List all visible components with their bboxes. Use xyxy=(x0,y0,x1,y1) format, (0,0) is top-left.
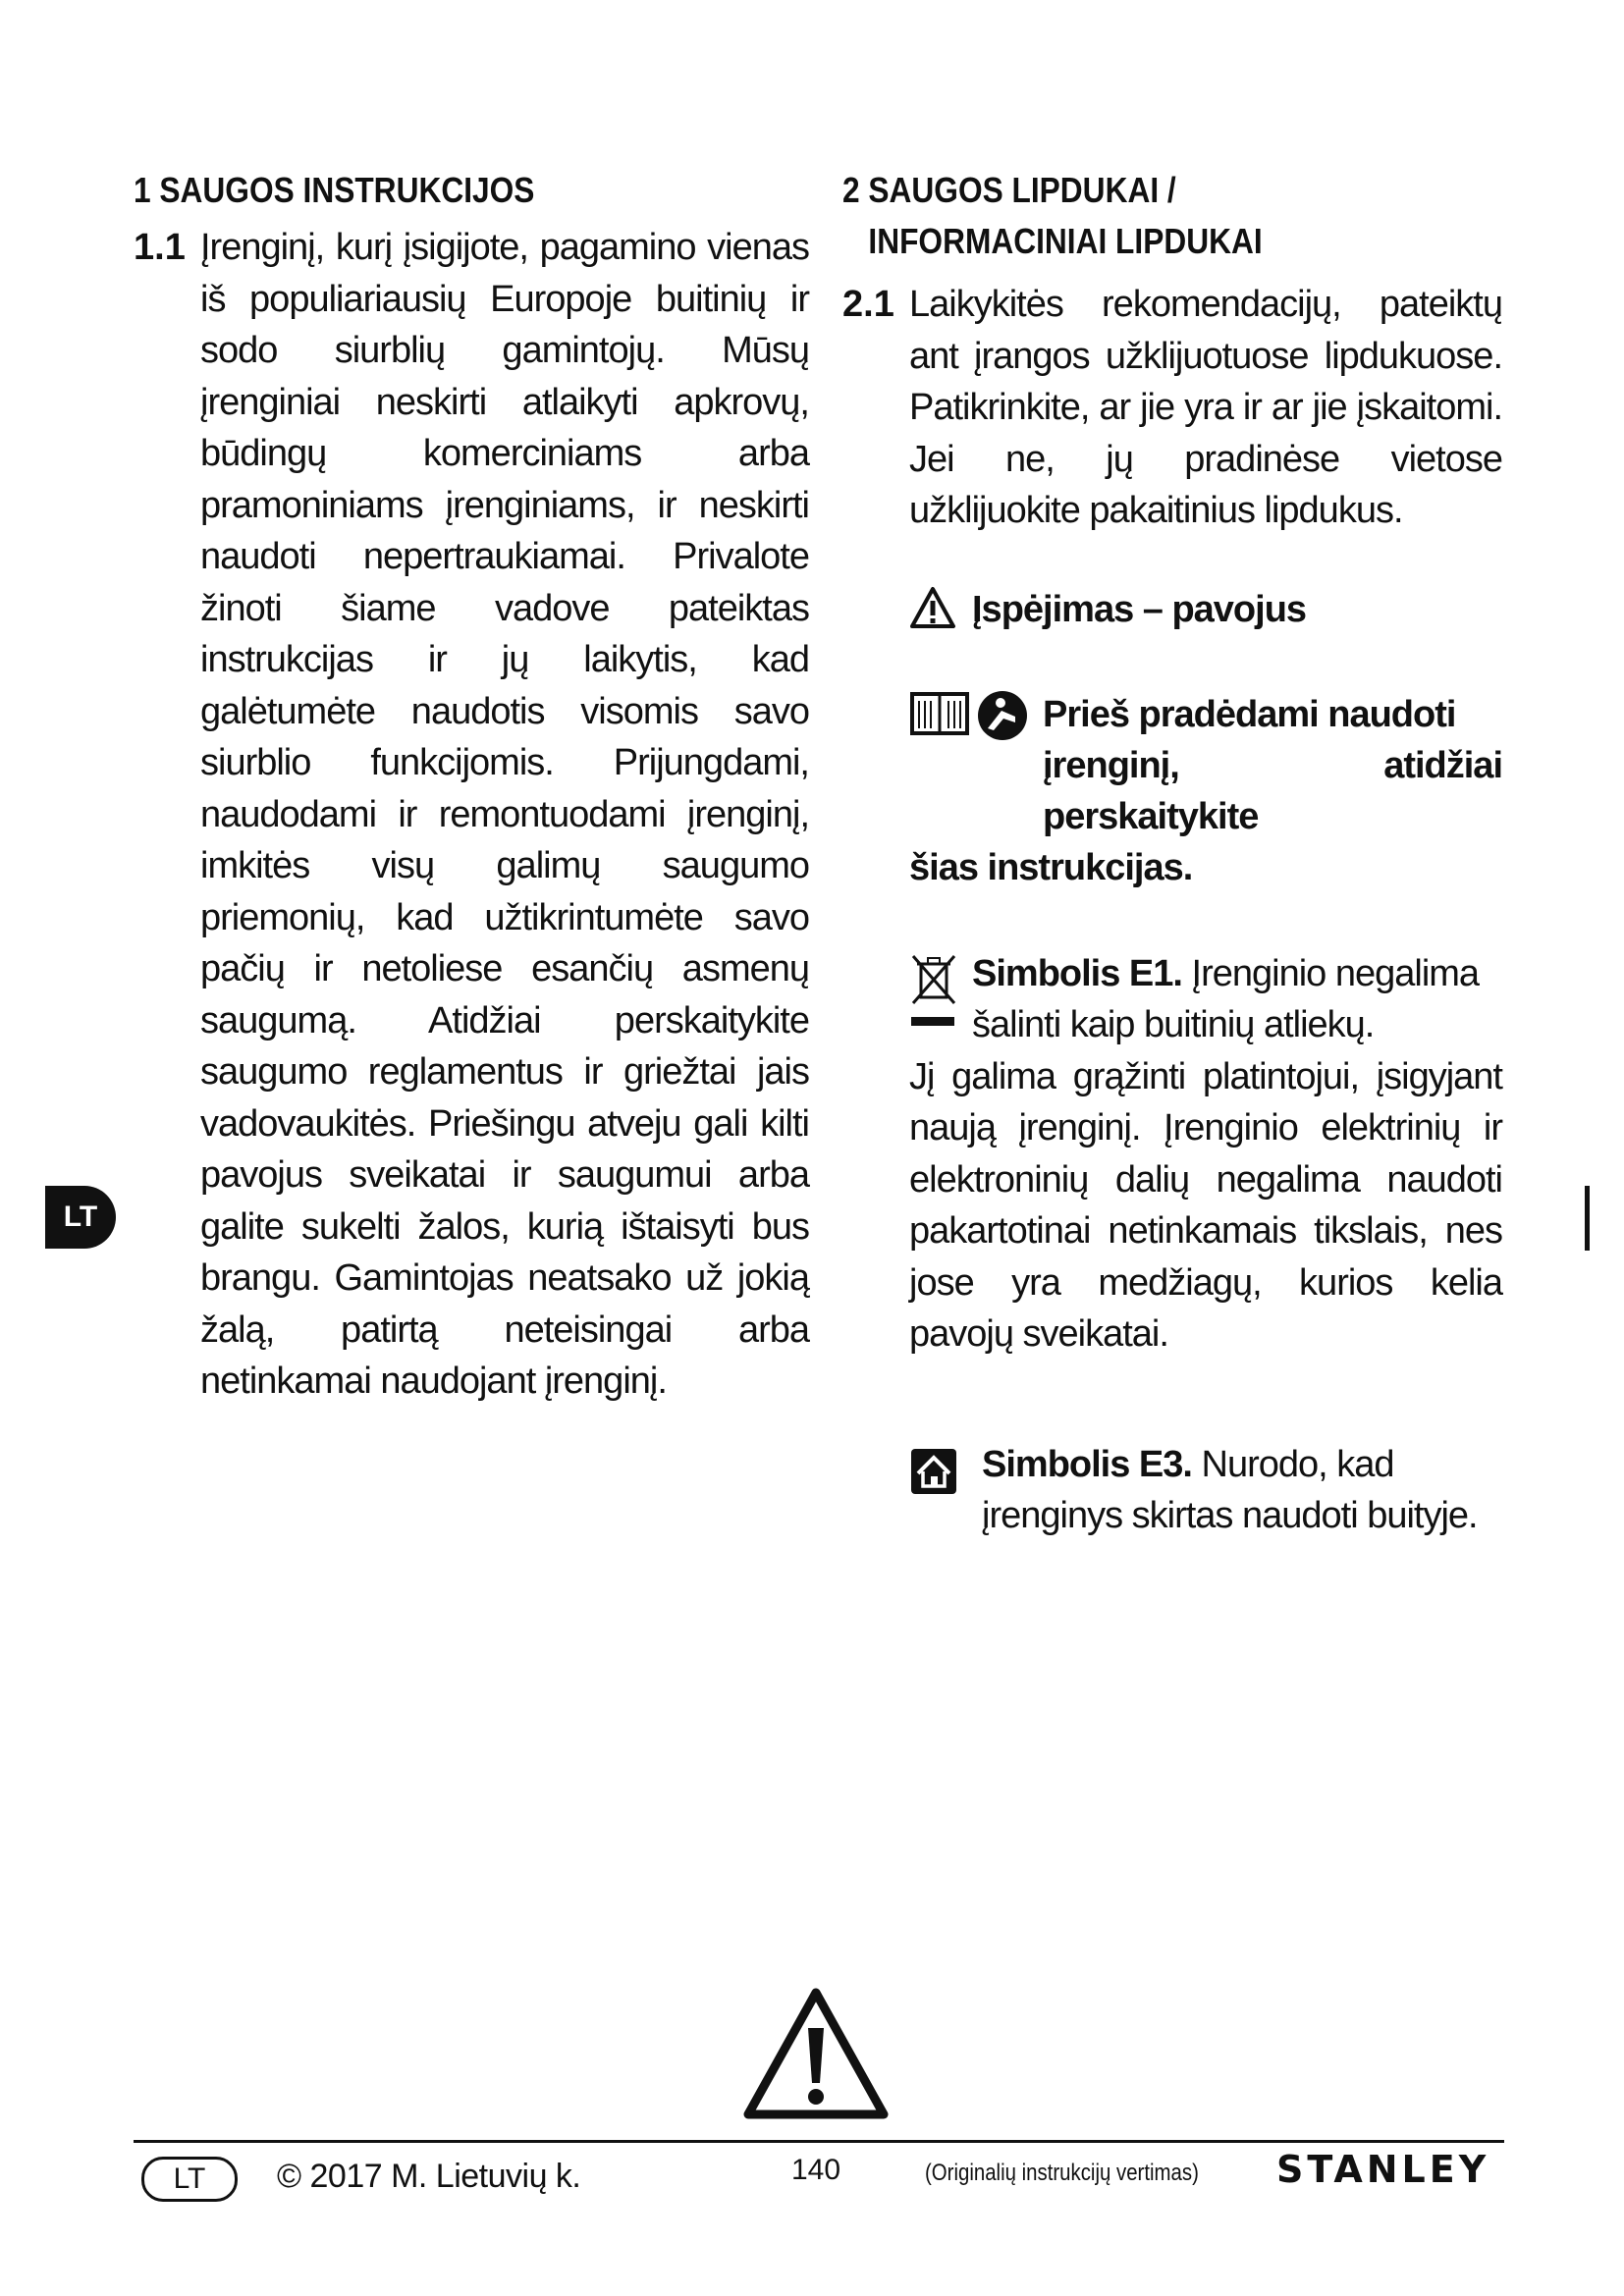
warning-triangle-icon xyxy=(909,586,956,634)
item-2-1-text: Laikykitės rekomendacijų, pateiktų ant įrangos užklijuotuose lipdukuose. Patikrinkite, ar jie yra ir ar jie įskaitomi. Jei ne, jų pradinėse vietose užklijuokite pakaitinius lipdukus. xyxy=(909,284,1502,531)
footer-language-badge: LT xyxy=(141,2157,238,2202)
symbol-e1-rest: Jį galima grąžinti platintojui, įsigyjant naują įrenginį. Įrenginio elektrinių ir elektroninių dalių negalima naudoti pakartotinai netinkamais tikslais, nes jose yra medžiagų, kurios kelia pavojų sveikatai. xyxy=(909,1055,1502,1355)
footer-brand-logo: STANLEY xyxy=(1276,2148,1490,2191)
book-icon xyxy=(909,689,970,747)
section-2-heading xyxy=(842,165,1499,267)
item-2-1-number: 2.1 xyxy=(842,284,894,325)
warning-line xyxy=(909,586,1502,634)
footer-page-number: 140 xyxy=(791,2154,841,2186)
symbol-e3-block xyxy=(909,1439,1502,1542)
item-2-1 xyxy=(842,279,1502,537)
read-manual-line3: šias instrukcijas. xyxy=(909,846,1193,888)
read-manual-icon xyxy=(976,689,1029,747)
footer-translation-note: (Originalių instrukcijų vertimas) xyxy=(925,2160,1199,2186)
item-1-1-text: Įrenginį, kurį įsigijote, pagamino vienas iš populiariausių Europoje buitinių ir sodo siurblių gamintojų. Mūsų įrenginiai neskirti atlaikyti apkrovų, būdingų komerciniams arba pramoniniams įrenginiams, ir neskirti naudoti nepertraukiamai. Privalote žinoti šiame vadove pateiktas instrukcijas ir jų laikytis, kad galėtumėte naudotis visomis savo siurblio funkcijomis. Prijungdami, naudodami ir remontuodami įrenginį, imkitės visų galimų saugumo priemonių, kad užtikrintumėte savo pačių ir netoliese esančių asmenų saugumą. Atidžiai perskaitykite saugumo reglamentus ir griežtai jais vadovaukitės. Priešingu atveju gali kilti pavojus sveikatai ir saugumui arba galite sukelti žalos, kurią ištaisyti bus brangu. Gamintojas neatsako už jokią žalą, patirtą neteisingai arba netinkamai naudojant įrenginį. xyxy=(200,227,809,1402)
symbol-e1-line1 xyxy=(909,948,1502,1000)
symbol-e3-label: Simbolis E3. xyxy=(982,1443,1192,1485)
section-2-heading-line2: INFORMACINIAI LIPDUKAI xyxy=(868,221,1263,261)
read-manual-line1: Prieš pradėdami naudoti xyxy=(1043,693,1456,735)
footer-copyright: © 2017 M. Lietuvių k. xyxy=(277,2158,581,2195)
warning-text: Įspėjimas – pavojus xyxy=(972,588,1307,630)
symbol-e1-line2: šalinti kaip buitinių atliekų. xyxy=(972,1004,1375,1045)
house-icon xyxy=(909,1447,958,1511)
symbol-e3-line2: įrenginys skirtas naudoti buityje. xyxy=(982,1495,1478,1536)
crossed-bin-icon xyxy=(909,952,958,1053)
right-column xyxy=(842,165,1502,1542)
large-warning-icon xyxy=(742,1985,890,2127)
section-1-heading: 1 SAUGOS INSTRUKCIJOS xyxy=(134,170,535,210)
symbol-e3-line1-rest: Nurodo, kad xyxy=(1191,1443,1394,1485)
language-side-tab: LT xyxy=(45,1186,116,1249)
footer-rule xyxy=(134,2140,1504,2143)
side-margin-mark xyxy=(1585,1186,1590,1251)
left-column xyxy=(134,165,809,1408)
symbol-e1-line1-rest: Įrenginio negalima xyxy=(1181,952,1480,994)
item-1-1 xyxy=(134,222,809,1408)
symbol-e1-label: Simbolis E1. xyxy=(972,952,1182,994)
section-2-heading-line1: 2 SAUGOS LIPDUKAI / xyxy=(842,170,1176,210)
symbol-e3-line1 xyxy=(909,1439,1502,1491)
read-manual-line2: įrenginį, atidžiai perskaitykite xyxy=(1043,744,1502,837)
read-manual-icons xyxy=(909,689,1029,747)
symbol-e1-block xyxy=(909,948,1502,1361)
item-1-1-number: 1.1 xyxy=(134,227,186,268)
read-manual-block xyxy=(909,689,1502,893)
